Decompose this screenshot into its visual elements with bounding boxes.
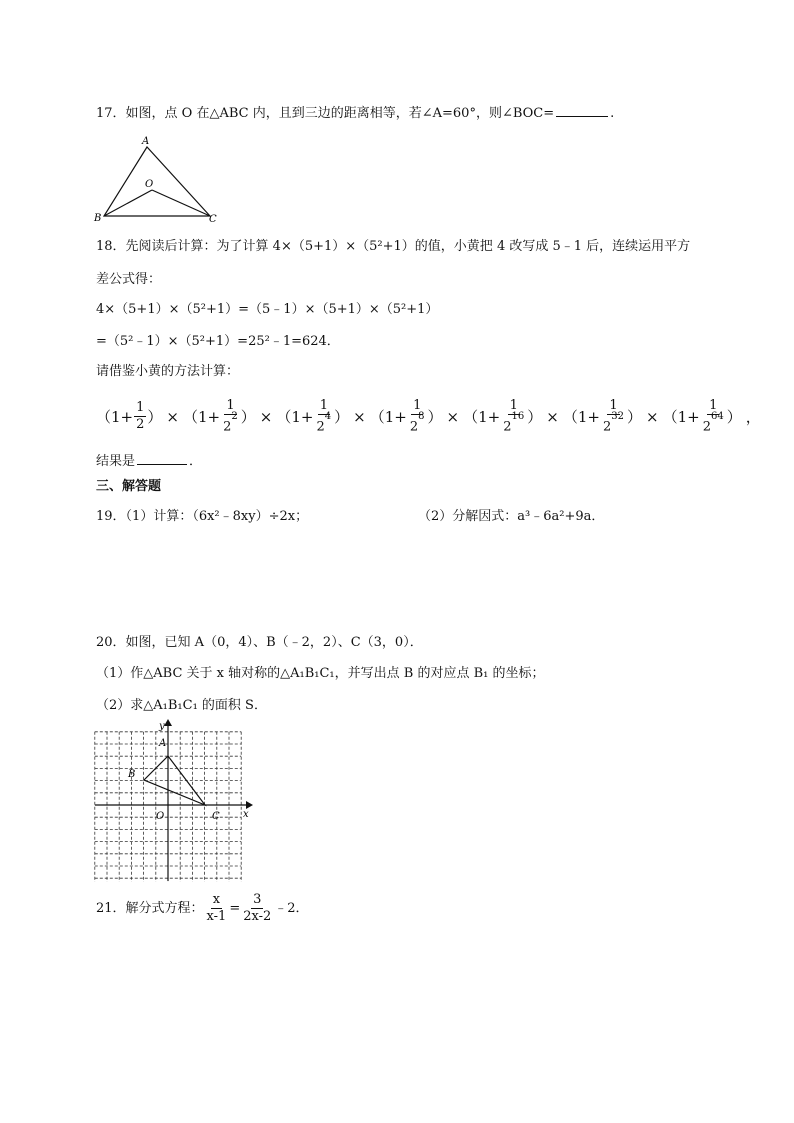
q21-lhs-denominator: x-1 bbox=[206, 909, 227, 924]
q17-tail: . bbox=[610, 106, 615, 121]
label-b: B bbox=[128, 769, 136, 780]
y-axis-arrow-icon bbox=[164, 719, 172, 726]
factor-open: （1+ bbox=[562, 408, 600, 427]
q18-line5: 请借鉴小黄的方法计算： bbox=[96, 364, 240, 379]
fraction-denominator bbox=[221, 411, 240, 435]
fraction-numerator: 1 bbox=[226, 398, 235, 413]
product-factor bbox=[370, 398, 443, 435]
factor-close: ） bbox=[726, 408, 742, 427]
q18-result-tail: ． bbox=[189, 454, 203, 469]
factor-open: （1+ bbox=[463, 408, 501, 427]
factor-open: （1+ bbox=[369, 408, 407, 427]
q18-line4: =（5²﹣1）×（5²+1）=25²﹣1=624． bbox=[96, 334, 340, 349]
power-base: 2 bbox=[503, 419, 512, 435]
factor-fraction bbox=[501, 398, 526, 435]
q21-rhs-fraction bbox=[241, 892, 273, 925]
product-factor bbox=[463, 398, 542, 435]
factor-close: ） bbox=[427, 408, 443, 427]
q17-answer-blank[interactable] bbox=[556, 104, 608, 117]
q21-equals: = bbox=[229, 900, 241, 916]
q21-tail: ﹣2． bbox=[274, 900, 309, 916]
product-factor bbox=[276, 398, 349, 435]
fraction-numerator: 1 bbox=[319, 398, 328, 413]
factor-close: ） bbox=[240, 408, 256, 427]
times-sign: × bbox=[353, 407, 366, 426]
q21-rhs-denominator: 2x-2 bbox=[243, 909, 272, 924]
factor-fraction bbox=[701, 398, 726, 435]
times-sign: × bbox=[646, 407, 659, 426]
factor-fraction bbox=[221, 398, 240, 435]
q21-rhs-numerator: 3 bbox=[253, 892, 262, 907]
fraction-numerator: 1 bbox=[136, 400, 145, 416]
label-x: x bbox=[243, 809, 249, 820]
fraction-denominator bbox=[315, 411, 334, 435]
product-factor bbox=[563, 398, 642, 435]
power-exponent: 16 bbox=[511, 411, 525, 422]
q18-line2: 差公式得： bbox=[96, 272, 162, 287]
power-base: 2 bbox=[602, 419, 612, 435]
power-exponent: 8 bbox=[418, 411, 425, 422]
label-c: C bbox=[212, 811, 220, 822]
power-base: 2 bbox=[223, 419, 232, 435]
q19-part2: （2）分解因式：a³﹣6a²+9a． bbox=[418, 509, 605, 524]
factor-close: ） bbox=[147, 408, 163, 427]
q18-line3: 4×（5+1）×（5²+1）=（5﹣1）×（5+1）×（5²+1） bbox=[96, 302, 439, 317]
factor-close: ） bbox=[627, 408, 643, 427]
fraction-numerator: 1 bbox=[709, 398, 718, 413]
power-base: 2 bbox=[316, 419, 325, 435]
power-base: 2 bbox=[409, 419, 419, 435]
label-y: y bbox=[159, 721, 165, 732]
power-exponent: 4 bbox=[324, 411, 332, 422]
fraction-denominator bbox=[601, 411, 626, 435]
power-base: 2 bbox=[136, 417, 145, 433]
label-c: C bbox=[209, 214, 217, 225]
power-exponent: 64 bbox=[711, 411, 724, 422]
q18-answer-blank[interactable] bbox=[137, 452, 187, 465]
segment-ob bbox=[104, 190, 152, 216]
factor-fraction bbox=[408, 398, 427, 435]
factor-fraction bbox=[315, 398, 334, 435]
power-base: 2 bbox=[702, 419, 711, 435]
q20-line2: （1）作△ABC 关于 x 轴对称的△A₁B₁C₁，并写出点 B 的对应点 B₁ 的坐标； bbox=[96, 666, 545, 681]
factor-fraction bbox=[134, 400, 146, 433]
q21-equation bbox=[96, 892, 309, 925]
x-axis-arrow-icon bbox=[246, 801, 253, 809]
q21-lhs-numerator: x bbox=[212, 892, 221, 907]
power-exponent: 32 bbox=[611, 411, 624, 422]
q18-line1: 18．先阅读后计算：为了计算 4×（5+1）×（5²+1）的值，小黄把 4 改写成 5﹣1 后，连续运用平方 bbox=[96, 239, 691, 254]
q20-grid-figure bbox=[90, 718, 255, 884]
q21-prefix: 21．解分式方程： bbox=[96, 900, 204, 916]
q18-result-label: 结果是 bbox=[96, 454, 136, 469]
fraction-numerator: 1 bbox=[413, 398, 422, 413]
label-a: A bbox=[142, 136, 150, 147]
triangle-abc bbox=[104, 147, 210, 216]
factor-open: （1+ bbox=[183, 408, 221, 427]
factor-close: ） bbox=[334, 408, 350, 427]
q20-line1: 20．如图，已知 A（0，4）、B（﹣2，2）、C（3，0）． bbox=[96, 635, 423, 650]
fraction-denominator bbox=[701, 411, 726, 435]
q20-line3: （2）求△A₁B₁C₁ 的面积 S． bbox=[96, 698, 267, 713]
label-a: A bbox=[159, 738, 167, 749]
segment-oc bbox=[152, 190, 210, 216]
power-exponent: 2 bbox=[231, 411, 238, 422]
product-factor bbox=[183, 398, 256, 435]
q18-product-expression bbox=[96, 398, 765, 435]
times-sign: × bbox=[546, 407, 559, 426]
times-sign: × bbox=[446, 407, 460, 426]
q17-triangle-figure bbox=[92, 134, 222, 226]
q17-question: 17．如图，点 O 在△ABC 内，且到三边的距离相等，若∠A=60°，则∠BOC= bbox=[96, 106, 555, 121]
factor-fraction bbox=[601, 398, 626, 435]
times-sign: × bbox=[166, 407, 179, 426]
factor-open: （1+ bbox=[662, 408, 700, 427]
fraction-denominator bbox=[501, 411, 526, 435]
label-o: O bbox=[145, 179, 154, 190]
fraction-numerator: 1 bbox=[609, 398, 618, 413]
q18-result bbox=[96, 452, 202, 471]
product-factor bbox=[96, 400, 162, 433]
q21-lhs-fraction bbox=[205, 892, 229, 925]
factor-close: ） bbox=[527, 408, 543, 427]
q19-part1: 19．（1）计算：（6x²﹣8xy）÷2x； bbox=[96, 509, 309, 524]
times-sign: × bbox=[259, 407, 273, 426]
factor-open: （1+ bbox=[96, 408, 134, 427]
fraction-numerator: 1 bbox=[509, 398, 518, 413]
section-title: 三、解答题 bbox=[96, 479, 162, 494]
fraction-denominator bbox=[408, 411, 427, 435]
label-o: O bbox=[156, 811, 165, 822]
product-factor bbox=[663, 398, 742, 435]
expression-end: ， bbox=[745, 408, 761, 427]
q17-text bbox=[96, 104, 614, 123]
label-b: B bbox=[94, 213, 102, 224]
fraction-denominator bbox=[134, 417, 146, 433]
factor-open: （1+ bbox=[276, 408, 314, 427]
